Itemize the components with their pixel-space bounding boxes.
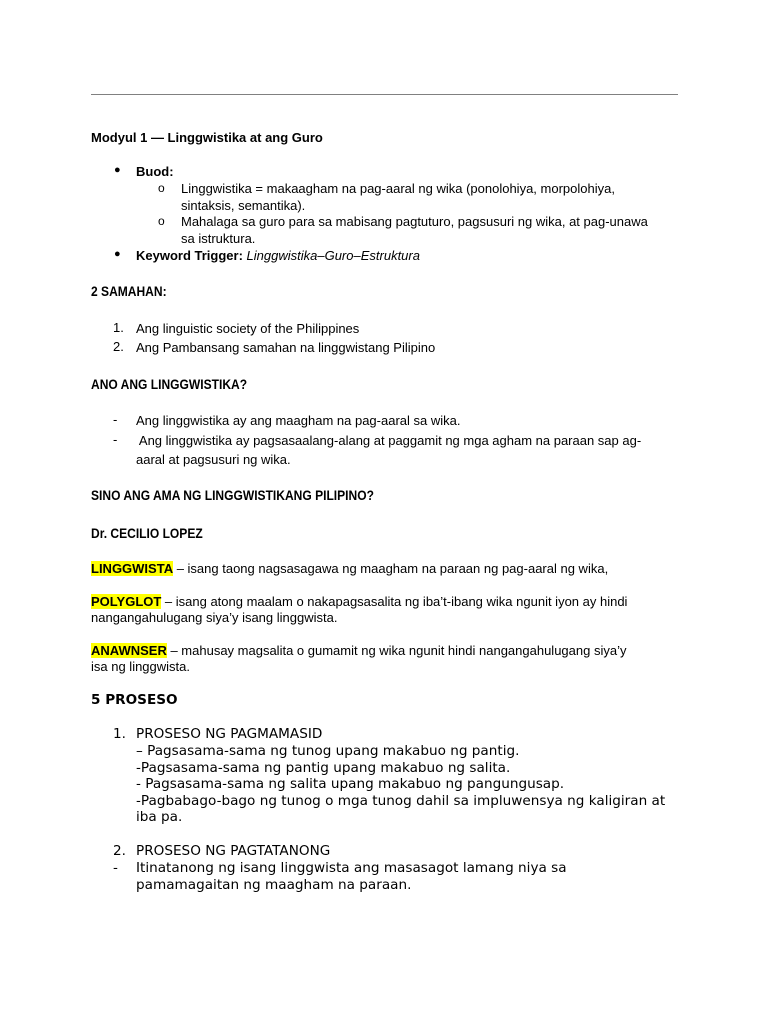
buod-label: Buod: xyxy=(136,164,174,179)
ano-item-2-line-1: Ang linggwistika ay pagsasaalang-alang at paggamit ng mga agham na paraan sap ag- xyxy=(136,433,642,448)
samahan-heading: 2 SAMAHAN: xyxy=(91,283,167,299)
proseso-1-line-3: - Pagsasama-sama ng salita upang makabuo ng pangungusap. xyxy=(136,776,565,792)
samahan-item-1: Ang linguistic society of the Philippines xyxy=(136,321,360,336)
ano-heading: ANO ANG LINGGWISTIKA? xyxy=(91,376,248,392)
bullet-icon: ● xyxy=(114,248,121,260)
term-anawnser xyxy=(91,642,626,659)
proseso-2-title: PROSESO NG PAGTATANONG xyxy=(136,843,331,859)
module-title: Modyul 1 — Linggwistika at ang Guro xyxy=(91,130,323,145)
proseso-1-line-5: iba pa. xyxy=(136,809,183,825)
list-number: 2. xyxy=(113,843,126,859)
proseso-heading: 5 PROSESO xyxy=(91,692,178,708)
dash-bullet: - xyxy=(113,412,118,427)
term-anawnser-line-2: isa ng linggwista. xyxy=(91,659,190,674)
keyword-trigger xyxy=(136,247,420,264)
sino-heading: SINO ANG AMA NG LINGGWISTIKANG PILIPINO? xyxy=(91,487,374,503)
bullet-icon: ● xyxy=(114,164,121,176)
term-polyglot-line-2: nangangahulugang siya’y isang linggwista. xyxy=(91,610,338,625)
ano-item-2-line-2: aaral at pagsusuri ng wika. xyxy=(136,452,291,467)
buod-item-2-line-1: Mahalaga sa guro para sa mabisang pagtuturo, pagsusuri ng wika, at pag-unawa xyxy=(181,214,648,229)
term-definition: – mahusay magsalita o gumamit ng wika ngunit hindi nangangahulugang siya’y xyxy=(166,643,627,658)
term-highlight: POLYGLOT xyxy=(91,594,162,609)
proseso-1-line-4: -Pagbabago-bago ng tunog o mga tunog dahil sa impluwensya ng kaligiran at xyxy=(136,793,666,809)
proseso-1-line-1: – Pagsasama-sama ng tunog upang makabuo ng pantig. xyxy=(136,743,520,759)
proseso-2-line-2: pamamagaitan ng maagham na paraan. xyxy=(136,877,412,893)
sino-answer: Dr. CECILIO LOPEZ xyxy=(91,525,203,541)
list-number: 1. xyxy=(113,726,126,742)
buod-item-1-line-1: Linggwistika = makaagham na pag-aaral ng wika (ponolohiya, morpolohiya, xyxy=(181,181,615,196)
samahan-item-2: Ang Pambansang samahan na linggwistang Pilipino xyxy=(136,340,436,355)
term-highlight: ANAWNSER xyxy=(91,643,167,658)
term-definition: – isang atong maalam o nakapagsasalita ng iba’t-ibang wika ngunit iyon ay hindi xyxy=(161,594,628,609)
term-linggwista xyxy=(91,560,608,577)
keyword-label: Keyword Trigger: xyxy=(136,248,243,263)
keyword-value: Linggwistika–Guro–Estruktura xyxy=(246,248,420,263)
circle-bullet-icon: o xyxy=(158,214,165,228)
buod-item-1-line-2: sintaksis, semantika). xyxy=(181,198,306,213)
list-number: 1. xyxy=(113,320,124,335)
buod-item-2-line-2: sa istruktura. xyxy=(181,231,256,246)
term-definition: – isang taong nagsasagawa ng maagham na paraan ng pag-aaral ng wika, xyxy=(173,561,609,576)
circle-bullet-icon: o xyxy=(158,181,165,195)
term-highlight: LINGGWISTA xyxy=(91,561,174,576)
proseso-1-title: PROSESO NG PAGMAMASID xyxy=(136,726,323,742)
dash-bullet: - xyxy=(113,860,118,876)
ano-item-1: Ang linggwistika ay ang maagham na pag-aaral sa wika. xyxy=(136,413,461,428)
list-number: 2. xyxy=(113,339,124,354)
dash-bullet: - xyxy=(113,432,118,447)
proseso-2-line-1: Itinatanong ng isang linggwista ang masasagot lamang niya sa xyxy=(136,860,567,876)
term-polyglot xyxy=(91,593,627,610)
proseso-1-line-2: -Pagsasama-sama ng pantig upang makabuo ng salita. xyxy=(136,760,511,776)
header-rule xyxy=(91,94,678,95)
